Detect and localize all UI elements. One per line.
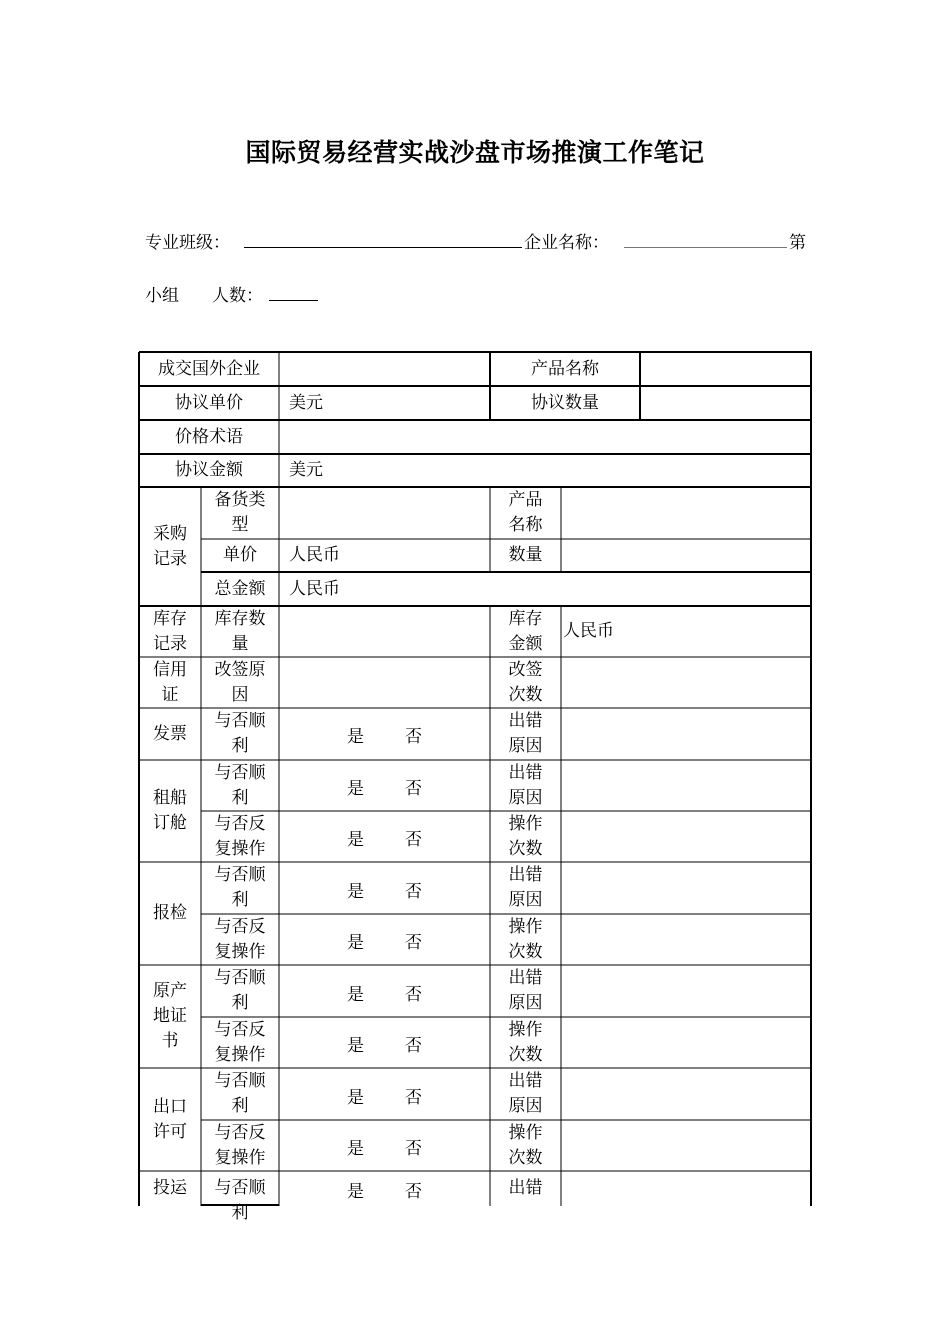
price-term-label: 价格术语	[175, 426, 243, 447]
insurance-error-label: 出错	[508, 1178, 543, 1198]
inspection-repeat-yes[interactable]: 是	[347, 933, 364, 953]
insurance-error-input[interactable]	[561, 1171, 811, 1206]
export-op-count-label: 操作次数	[508, 1122, 543, 1168]
inventory-amount-currency[interactable]: 人民币	[563, 621, 614, 641]
invoice-smooth-label: 与否顺利	[214, 711, 266, 756]
agreed-amount-label: 协议金额	[175, 460, 243, 480]
inspection-repeat-no[interactable]: 否	[405, 933, 422, 953]
inspection-error-input[interactable]	[561, 862, 811, 914]
invoice-error-label: 出错原因	[508, 711, 543, 756]
lc-label: 信用证	[153, 659, 187, 705]
inspection-smooth-no[interactable]: 否	[405, 882, 422, 902]
shipping-error-input[interactable]	[561, 760, 811, 811]
origin-error-input[interactable]	[561, 965, 811, 1017]
stock-type-label: 备货类型	[214, 490, 266, 535]
agreed-price-unit[interactable]: 美元	[289, 392, 323, 413]
origin-cert-label: 原产地证书	[153, 981, 187, 1051]
invoice-yes[interactable]: 是	[347, 727, 364, 747]
agreed-qty-label: 协议数量	[531, 392, 599, 413]
quantity-label: 数量	[508, 545, 543, 565]
export-smooth-label: 与否顺利	[214, 1071, 266, 1116]
insurance-yes[interactable]: 是	[347, 1182, 364, 1202]
inspection-smooth-yes[interactable]: 是	[347, 882, 364, 902]
origin-op-count-input[interactable]	[561, 1017, 811, 1068]
export-error-input[interactable]	[561, 1068, 811, 1120]
shipping-repeat-yes[interactable]: 是	[347, 830, 364, 850]
export-repeat-yes[interactable]: 是	[347, 1139, 364, 1159]
invoice-label: 发票	[153, 723, 187, 744]
shipping-smooth-yes[interactable]: 是	[347, 779, 364, 799]
export-error-label: 出错原因	[508, 1071, 543, 1116]
origin-repeat-label: 与否反复操作	[214, 1019, 266, 1065]
invoice-no[interactable]: 否	[405, 727, 422, 747]
export-license-label: 出口许可	[153, 1096, 187, 1142]
shipping-repeat-no[interactable]: 否	[405, 830, 422, 850]
shipping-smooth-label: 与否顺利	[214, 762, 266, 808]
group-suffix: 小组	[145, 286, 179, 306]
total-amount-currency[interactable]: 人民币	[289, 578, 340, 599]
foreign-company-label: 成交国外企业	[158, 358, 260, 379]
unit-price-label: 单价	[223, 545, 257, 565]
inspection-error-label: 出错原因	[508, 865, 543, 910]
export-smooth-yes[interactable]: 是	[347, 1088, 364, 1108]
export-repeat-no[interactable]: 否	[405, 1139, 422, 1159]
origin-smooth-label: 与否顺利	[214, 968, 266, 1013]
agreed-price-label: 协议单价	[175, 392, 243, 413]
product-name-label-2: 产品名称	[508, 490, 543, 535]
product-name-label: 产品名称	[531, 358, 599, 379]
major-class-label: 专业班级：	[145, 233, 230, 253]
quantity-input[interactable]	[561, 539, 811, 572]
shipping-label: 租船订舱	[153, 788, 187, 833]
origin-smooth-no[interactable]: 否	[405, 985, 422, 1005]
major-class-field[interactable]	[244, 247, 522, 248]
stock-type-input[interactable]	[279, 487, 490, 539]
agreed-amount-unit[interactable]: 美元	[289, 460, 323, 480]
shipping-op-count-label: 操作次数	[508, 813, 543, 859]
insurance-label: 投运	[153, 1178, 187, 1198]
inspection-smooth-label: 与否顺利	[214, 865, 266, 910]
people-count-field[interactable]	[269, 300, 318, 301]
inventory-amount-label: 库存金额	[508, 608, 543, 654]
invoice-error-input[interactable]	[561, 708, 811, 760]
product-name-input[interactable]	[640, 352, 811, 386]
origin-repeat-no[interactable]: 否	[405, 1036, 422, 1056]
foreign-company-input[interactable]	[279, 352, 490, 386]
inventory-qty-input[interactable]	[279, 606, 490, 657]
shipping-error-label: 出错原因	[508, 762, 543, 808]
product-name-input-2[interactable]	[561, 487, 811, 539]
page-title: 国际贸易经营实战沙盘市场推演工作笔记	[245, 138, 705, 167]
people-count-label: 人数：	[212, 286, 263, 306]
export-smooth-no[interactable]: 否	[405, 1088, 422, 1108]
agreed-qty-input[interactable]	[640, 386, 811, 420]
export-repeat-label: 与否反复操作	[214, 1122, 266, 1168]
purchase-record-label: 采购记录	[153, 523, 187, 569]
inventory-record-label: 库存记录	[153, 608, 187, 654]
origin-error-label: 出错原因	[508, 968, 543, 1013]
origin-repeat-yes[interactable]: 是	[347, 1036, 364, 1056]
amend-reason-label: 改签原因	[214, 659, 266, 705]
export-op-count-input[interactable]	[561, 1120, 811, 1171]
company-name-label: 企业名称：	[524, 233, 609, 253]
unit-price-currency[interactable]: 人民币	[289, 545, 340, 565]
company-name-field[interactable]	[624, 247, 787, 248]
inspection-label: 报检	[153, 903, 187, 923]
insurance-smooth-label: 与否顺利	[214, 1178, 266, 1223]
shipping-op-count-input[interactable]	[561, 811, 811, 862]
shipping-smooth-no[interactable]: 否	[405, 779, 422, 799]
inspection-op-count-label: 操作次数	[508, 916, 543, 962]
group-prefix: 第	[789, 233, 806, 253]
inspection-repeat-label: 与否反复操作	[214, 916, 266, 962]
amend-reason-input[interactable]	[279, 657, 490, 708]
inventory-qty-label: 库存数量	[214, 608, 266, 654]
shipping-repeat-label: 与否反复操作	[214, 813, 266, 859]
total-amount-label: 总金额	[214, 578, 266, 599]
origin-op-count-label: 操作次数	[508, 1019, 543, 1065]
price-term-input[interactable]	[279, 420, 811, 454]
amend-count-input[interactable]	[561, 657, 811, 708]
origin-smooth-yes[interactable]: 是	[347, 985, 364, 1005]
amend-count-label: 改签次数	[508, 659, 543, 705]
insurance-no[interactable]: 否	[405, 1182, 422, 1202]
insurance-smooth-cell	[201, 1171, 279, 1223]
inspection-op-count-input[interactable]	[561, 914, 811, 965]
